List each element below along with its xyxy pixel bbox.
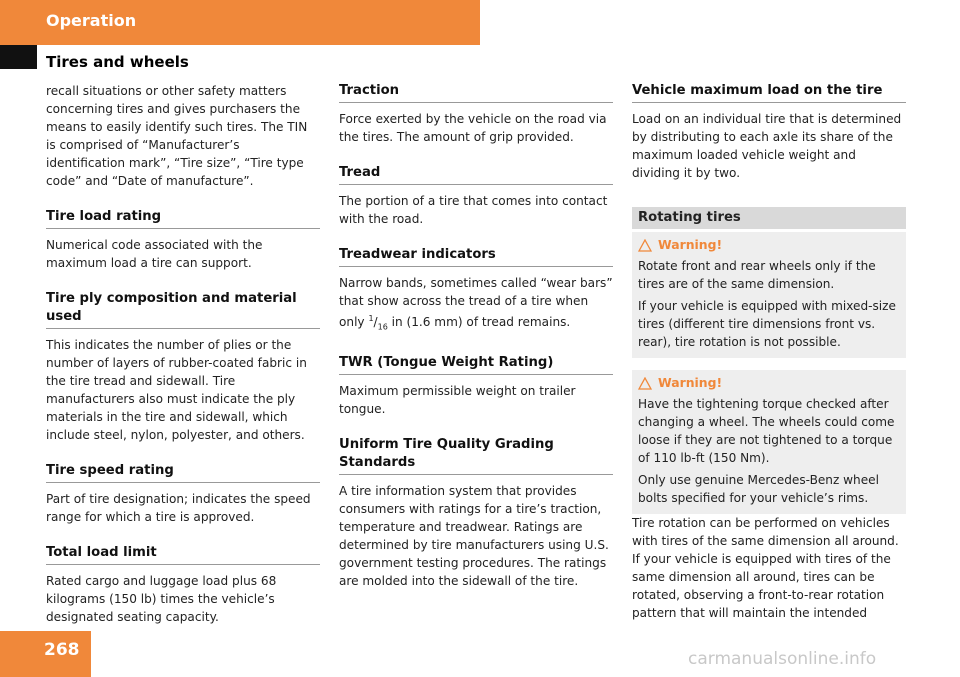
chapter-title: Operation xyxy=(46,11,137,30)
section-marker xyxy=(0,45,37,69)
column-2 xyxy=(339,82,613,590)
heading-tread: Tread xyxy=(339,164,613,185)
text-traction: Force exerted by the vehicle on the road via the tires. The amount of grip provided. xyxy=(339,112,607,144)
text-rotation-info: Tire rotation can be performed on vehicles with tires of the same dimension all around. If your vehicle is equipped with tires of the same dimension all around, tires can be rotated, observing a front-to-rear rotation pattern that will maintain the intended xyxy=(632,516,899,620)
warning-text: Rotate front and rear wheels only if the tires are of the same dimension. xyxy=(638,259,876,291)
heading-rotating-tires: Rotating tires xyxy=(632,207,906,229)
warning-text: Have the tightening torque checked after changing a wheel. The wheels could come loose if they are not tightened to a torque of 110 lb-ft (150 Nm). xyxy=(638,397,895,465)
heading-tire-ply: Tire ply composition and material used xyxy=(46,290,320,329)
warning-triangle-icon xyxy=(638,377,652,390)
intro-paragraph: recall situations or other safety matters concerning tires and gives purchasers the means to easily identify such tires. The TIN is comprised of “Manufacturer’s identification mark”, “Tire size”, “Tire type code” and “Date of manufacture”. xyxy=(46,84,308,188)
warning-title: Warning! xyxy=(658,237,723,252)
warning-triangle-icon xyxy=(638,239,652,252)
warning-box xyxy=(632,232,906,358)
warning-title: Warning! xyxy=(658,375,723,390)
warning-text: Only use genuine Mercedes-Benz wheel bolts specified for your vehicle’s rims. xyxy=(638,473,879,505)
treadwear-text-b: in (1.6 mm) of tread remains. xyxy=(387,315,571,330)
column-3 xyxy=(632,82,906,622)
heading-traction: Traction xyxy=(339,82,613,103)
fraction-numerator: 1 xyxy=(368,314,374,323)
text-treadwear-indicators: Narrow bands, sometimes called “wear bars” that show across the tread of a tire when only $^1/_{16}$ in (1.6 mm) of tread remains. xyxy=(339,276,613,332)
text-total-load-limit: Rated cargo and luggage load plus 68 kilograms (150 lb) times the vehicle’s designated seating capacity. xyxy=(46,574,277,624)
warning-box xyxy=(632,370,906,514)
section-title: Tires and wheels xyxy=(46,53,189,71)
watermark: carmanualsonline.info xyxy=(688,649,877,669)
text-tread: The portion of a tire that comes into contact with the road. xyxy=(339,194,608,226)
text-utqgs: A tire information system that provides consumers with ratings for a tire’s traction, temperature and treadwear. Ratings are determined by tire manufacturers using U.S. government testing procedures. The ratings are molded into the sidewall of the tire. xyxy=(339,484,609,589)
page-number: 268 xyxy=(44,640,80,660)
text-tire-speed-rating: Part of tire designation; indicates the speed range for which a tire is approved. xyxy=(46,492,311,524)
text-tire-load-rating: Numerical code associated with the maximum load a tire can support. xyxy=(46,238,263,270)
fraction-denominator: 16 xyxy=(377,322,388,332)
text-tire-ply: This indicates the number of plies or the number of layers of rubber-coated fabric in the tire tread and sidewall. Tire manufacturers also must indicate the ply materials in the tire and sidewall, which include steel, nylon, polyester, and others. xyxy=(46,338,307,442)
heading-total-load-limit: Total load limit xyxy=(46,544,320,565)
heading-treadwear-indicators: Treadwear indicators xyxy=(339,246,613,267)
column-1 xyxy=(46,82,320,626)
text-twr: Maximum permissible weight on trailer tongue. xyxy=(339,384,576,417)
heading-vehicle-max-load: Vehicle maximum load on the tire xyxy=(632,82,906,103)
warning-text: If your vehicle is equipped with mixed-size tires (different tire dimensions front vs. rear), tire rotation is not possible. xyxy=(638,299,896,349)
heading-tire-load-rating: Tire load rating xyxy=(46,208,320,229)
heading-tire-speed-rating: Tire speed rating xyxy=(46,462,320,483)
heading-utqgs: Uniform Tire Quality Grading Standards xyxy=(339,436,613,475)
heading-twr: TWR (Tongue Weight Rating) xyxy=(339,354,613,375)
text-vehicle-max-load: Load on an individual tire that is determined by distributing to each axle its share of the maximum loaded vehicle weight and dividing it by two. xyxy=(632,112,902,180)
treadwear-text-a: Narrow bands, sometimes called “wear bars” that show across the tread of a tire when only xyxy=(339,276,613,330)
